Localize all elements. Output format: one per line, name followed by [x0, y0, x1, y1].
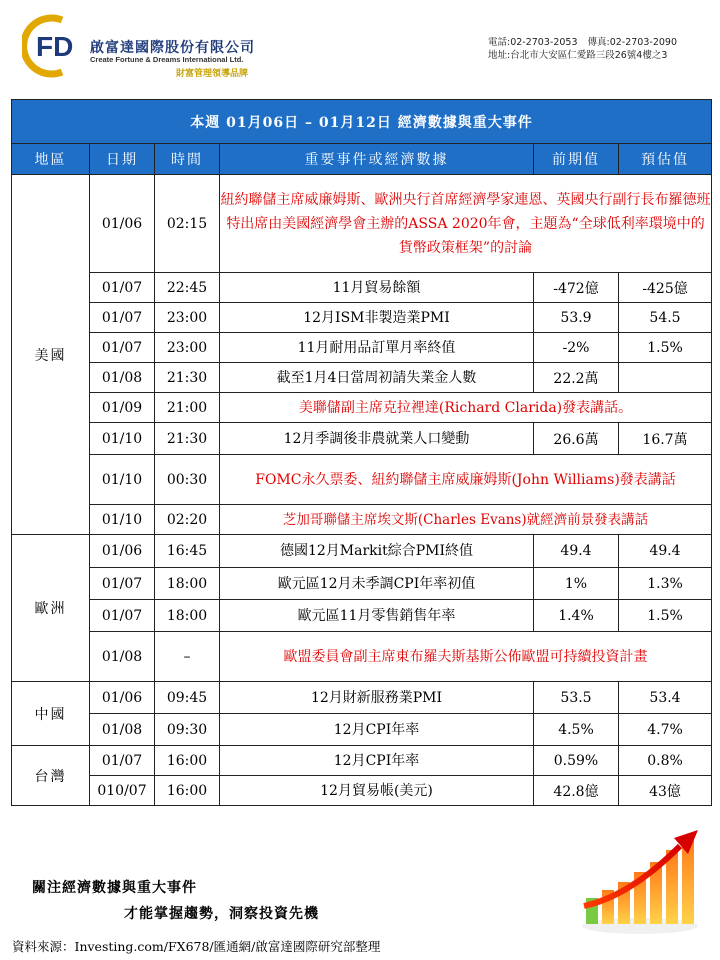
cell-time: 21:00 [155, 393, 220, 423]
table-row [12, 303, 712, 333]
cell-previous: 53.5 [534, 682, 619, 714]
cell-forecast: 43億 [619, 776, 712, 806]
cell-forecast [619, 363, 712, 393]
cell-forecast: 1.5% [619, 600, 712, 632]
cell-date: 01/07 [90, 600, 155, 632]
table-header-row [12, 144, 712, 175]
cell-event: 11月耐用品訂單月率終值 [220, 333, 534, 363]
cell-previous: -2% [534, 333, 619, 363]
cell-forecast: 1.3% [619, 568, 712, 600]
cell-time: 21:30 [155, 363, 220, 393]
region-taiwan: 台灣 [12, 746, 90, 806]
region-us: 美國 [12, 175, 90, 535]
cell-forecast: 53.4 [619, 682, 712, 714]
cell-event: 12月ISM非製造業PMI [220, 303, 534, 333]
table-row [12, 568, 712, 600]
cell-previous: -472億 [534, 273, 619, 303]
column-header-previous: 前期值 [534, 144, 619, 175]
table-row [12, 535, 712, 568]
cell-event: 12月CPI年率 [220, 746, 534, 776]
company-name-zh: 啟富達國際股份有限公司 [90, 40, 255, 56]
table-row [12, 776, 712, 806]
table-row [12, 333, 712, 363]
phone-number: 電話:02-2703-2053 [488, 37, 578, 48]
cell-time: 00:30 [155, 455, 220, 505]
cell-time: 21:30 [155, 423, 220, 455]
cell-date: 01/08 [90, 714, 155, 746]
cell-previous: 22.2萬 [534, 363, 619, 393]
cell-event: 歐元區12月未季調CPI年率初值 [220, 568, 534, 600]
cell-date: 01/06 [90, 175, 155, 273]
cell-date: 01/10 [90, 455, 155, 505]
cell-date: 01/10 [90, 423, 155, 455]
column-header-region: 地區 [12, 144, 90, 175]
data-source-note: 資料來源：Investing.com/FX678/匯通網/啟富達國際研究部整理 [12, 939, 381, 954]
table-row [12, 746, 712, 776]
table-row [12, 273, 712, 303]
cell-previous: 26.6萬 [534, 423, 619, 455]
logo-text: FD [36, 31, 74, 62]
cell-time: 16:00 [155, 746, 220, 776]
cell-forecast: 54.5 [619, 303, 712, 333]
cell-date: 01/07 [90, 746, 155, 776]
cell-event: 12月財新服務業PMI [220, 682, 534, 714]
cell-previous: 49.4 [534, 535, 619, 568]
economic-calendar-table [11, 99, 712, 806]
page-header [0, 0, 720, 95]
cell-forecast: 1.5% [619, 333, 712, 363]
cell-event: 12月貿易帳(美元) [220, 776, 534, 806]
table-row [12, 714, 712, 746]
cell-event: FOMC永久票委、紐約聯儲主席威廉姆斯(John Williams)發表講話 [220, 455, 712, 505]
table-row [12, 600, 712, 632]
cell-time: 16:45 [155, 535, 220, 568]
table-row [12, 505, 712, 535]
cell-forecast: -425億 [619, 273, 712, 303]
cell-date: 01/07 [90, 303, 155, 333]
table-row [12, 363, 712, 393]
cell-event: 12月CPI年率 [220, 714, 534, 746]
cell-time: 16:00 [155, 776, 220, 806]
column-header-date: 日期 [90, 144, 155, 175]
cell-forecast: 4.7% [619, 714, 712, 746]
cell-event: 芝加哥聯儲主席埃文斯(Charles Evans)就經濟前景發表講話 [220, 505, 712, 535]
cell-date: 01/07 [90, 273, 155, 303]
region-china: 中國 [12, 682, 90, 746]
cell-time: 09:30 [155, 714, 220, 746]
cell-previous: 42.8億 [534, 776, 619, 806]
cell-event: 12月季調後非農就業人口變動 [220, 423, 534, 455]
company-logo-icon [22, 14, 86, 78]
cell-date: 01/07 [90, 333, 155, 363]
column-header-event: 重要事件或經濟數據 [220, 144, 534, 175]
cell-forecast: 16.7萬 [619, 423, 712, 455]
cell-time: 23:00 [155, 333, 220, 363]
table-row [12, 455, 712, 505]
cell-date: 01/08 [90, 363, 155, 393]
cell-time: 09:45 [155, 682, 220, 714]
table-row [12, 423, 712, 455]
cell-previous: 53.9 [534, 303, 619, 333]
cell-date: 01/06 [90, 682, 155, 714]
fax-number: 傳真:02-2703-2090 [587, 37, 677, 48]
table-row [12, 682, 712, 714]
address: 地址:台北市大安區仁愛路三段26號4樓之3 [488, 50, 668, 61]
cell-forecast: 0.8% [619, 746, 712, 776]
cell-previous: 4.5% [534, 714, 619, 746]
contact-info [488, 36, 687, 62]
column-header-time: 時間 [155, 144, 220, 175]
growth-chart-icon [580, 826, 706, 936]
cell-event: 德國12月Markit綜合PMI終值 [220, 535, 534, 568]
cell-date: 01/09 [90, 393, 155, 423]
cell-previous: 1% [534, 568, 619, 600]
footer-tagline-2: 才能掌握趨勢，洞察投資先機 [124, 906, 319, 922]
table-title-row [12, 100, 712, 144]
cell-event: 截至1月4日當周初請失業金人數 [220, 363, 534, 393]
cell-time: 22:45 [155, 273, 220, 303]
cell-time: 18:00 [155, 568, 220, 600]
column-header-forecast: 預估值 [619, 144, 712, 175]
cell-event: 歐元區11月零售銷售年率 [220, 600, 534, 632]
cell-previous: 0.59% [534, 746, 619, 776]
cell-time: 18:00 [155, 600, 220, 632]
cell-time: 02:20 [155, 505, 220, 535]
footer-tagline-1: 關注經濟數據與重大事件 [32, 880, 197, 896]
table-title: 本週 01月06日 – 01月12日 經濟數據與重大事件 [12, 100, 712, 144]
cell-time: – [155, 632, 220, 682]
cell-date: 01/07 [90, 568, 155, 600]
cell-event: 11月貿易餘額 [220, 273, 534, 303]
cell-time: 02:15 [155, 175, 220, 273]
cell-time: 23:00 [155, 303, 220, 333]
cell-event: 紐約聯儲主席威廉姆斯、歐洲央行首席經濟學家連恩、英國央行副行長布羅德班特出席由美國經濟學會主辦的ASSA 2020年會，主題為“全球低利率環境中的貨幣政策框架”的討論 [220, 175, 712, 273]
cell-date: 010/07 [90, 776, 155, 806]
region-europe: 歐洲 [12, 535, 90, 682]
company-slogan: 財富管理領導品牌 [176, 69, 249, 79]
cell-event: 美聯儲副主席克拉裡達(Richard Clarida)發表講話。 [220, 393, 712, 423]
table-row [12, 393, 712, 423]
cell-forecast: 49.4 [619, 535, 712, 568]
cell-event: 歐盟委員會副主席東布羅夫斯基斯公佈歐盟可持續投資計畫 [220, 632, 712, 682]
cell-date: 01/08 [90, 632, 155, 682]
table-row [12, 175, 712, 273]
company-name-en: Create Fortune & Dreams International Ltd. [90, 55, 244, 64]
cell-date: 01/10 [90, 505, 155, 535]
cell-previous: 1.4% [534, 600, 619, 632]
table-row [12, 632, 712, 682]
cell-date: 01/06 [90, 535, 155, 568]
